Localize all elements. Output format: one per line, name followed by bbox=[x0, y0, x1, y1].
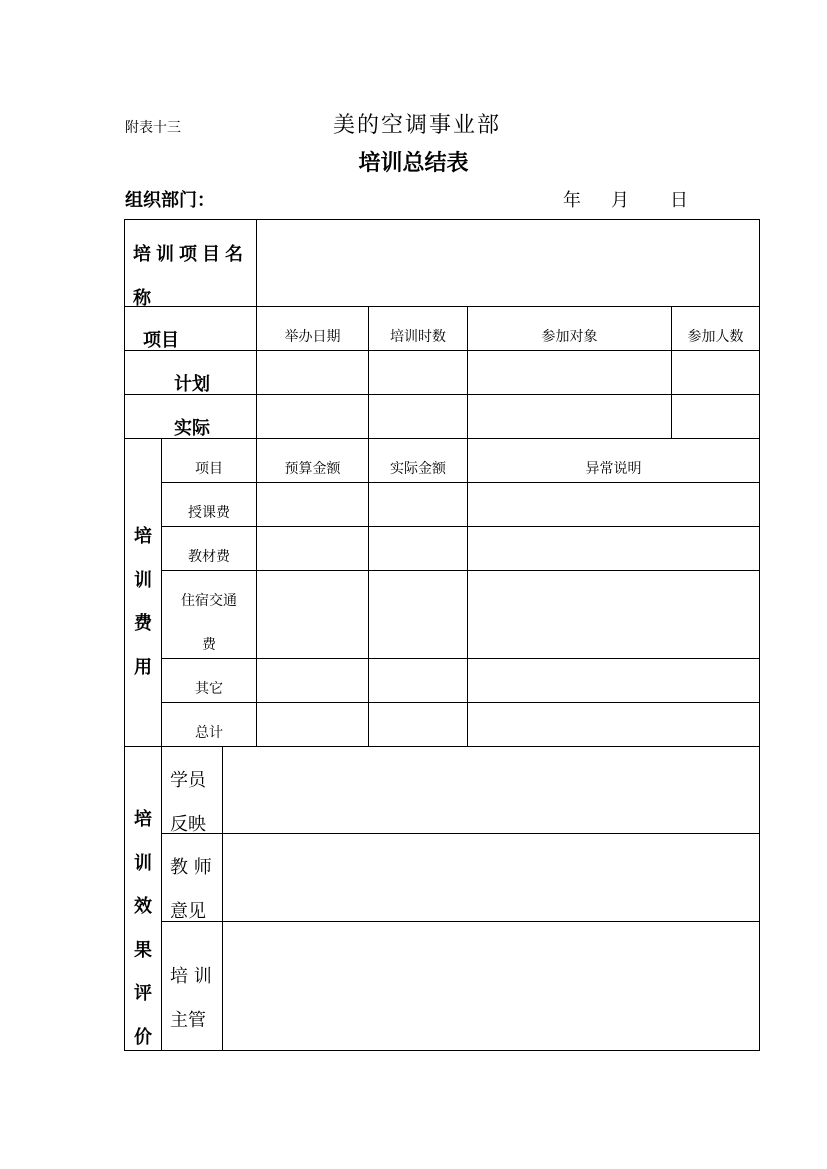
row-divider bbox=[124, 306, 760, 307]
page-title: 培训总结表 bbox=[358, 151, 469, 176]
month-label: 月 bbox=[611, 190, 629, 211]
row-divider bbox=[161, 833, 760, 834]
cost-col-actual: 实际金额 bbox=[390, 461, 446, 477]
cost-row-total: 总计 bbox=[195, 725, 223, 741]
actual-label: 实际 bbox=[174, 418, 210, 439]
cost-row-lecture-fee: 授课费 bbox=[188, 505, 230, 521]
side-char: 果 bbox=[134, 939, 152, 961]
year-label: 年 bbox=[563, 190, 581, 211]
cost-row-material-fee: 教材费 bbox=[188, 549, 230, 565]
col-training-hours: 培训时数 bbox=[390, 329, 446, 345]
cost-row-other: 其它 bbox=[195, 681, 223, 697]
row-divider bbox=[161, 702, 760, 703]
effect-trainee-feedback-cont: 反映 bbox=[170, 814, 206, 835]
side-char: 效 bbox=[134, 896, 152, 917]
cost-col-item: 项目 bbox=[195, 461, 223, 477]
row-divider bbox=[124, 746, 760, 747]
table-border-right bbox=[759, 219, 760, 1051]
effect-teacher-opinion-cont: 意见 bbox=[170, 901, 206, 922]
schedule-item-label: 项目 bbox=[143, 330, 179, 351]
side-char: 用 bbox=[134, 656, 152, 678]
side-char: 训 bbox=[134, 852, 152, 874]
row-divider bbox=[161, 658, 760, 659]
row-divider bbox=[161, 526, 760, 527]
project-name-value[interactable] bbox=[257, 220, 759, 306]
org-department-label: 组织部门： bbox=[125, 190, 215, 211]
company-name: 美的空调事业部 bbox=[333, 113, 502, 138]
day-label: 日 bbox=[670, 190, 688, 211]
row-divider bbox=[161, 482, 760, 483]
cost-col-budget: 预算金额 bbox=[284, 461, 341, 477]
effect-training-supervisor-cont: 主管 bbox=[170, 1010, 206, 1031]
col-divider bbox=[467, 306, 468, 747]
side-char: 评 bbox=[134, 983, 152, 1004]
table-border-bottom bbox=[124, 1050, 760, 1051]
col-participants: 参加对象 bbox=[541, 329, 598, 345]
row-divider bbox=[161, 570, 760, 571]
col-participant-count: 参加人数 bbox=[687, 329, 744, 345]
project-name-label: 培训项目名 bbox=[133, 244, 248, 265]
appendix-number: 附表十三 bbox=[125, 120, 181, 136]
effect-training-supervisor: 培 训 bbox=[170, 966, 212, 987]
side-char: 培 bbox=[134, 526, 152, 547]
row-divider bbox=[124, 438, 760, 439]
col-divider bbox=[368, 306, 369, 747]
cost-row-lodging-transport-cont: 费 bbox=[202, 637, 216, 653]
effect-trainee-feedback: 学员 bbox=[170, 770, 206, 791]
col-held-date: 举办日期 bbox=[284, 329, 341, 345]
side-char: 培 bbox=[134, 809, 152, 830]
row-divider bbox=[124, 350, 760, 351]
side-char: 训 bbox=[134, 569, 152, 591]
col-divider bbox=[222, 746, 223, 1051]
side-char: 价 bbox=[134, 1026, 152, 1048]
cost-side-label bbox=[125, 515, 161, 689]
row-divider bbox=[124, 394, 760, 395]
plan-label: 计划 bbox=[174, 374, 210, 395]
effect-side-label bbox=[125, 798, 161, 1059]
row-divider bbox=[161, 921, 760, 922]
side-char: 费 bbox=[134, 613, 152, 634]
effect-teacher-opinion: 教 师 bbox=[170, 857, 212, 878]
cost-row-lodging-transport: 住宿交通 bbox=[181, 593, 237, 609]
cost-col-exception: 异常说明 bbox=[585, 461, 642, 477]
project-name-label-cont: 称 bbox=[133, 288, 151, 309]
